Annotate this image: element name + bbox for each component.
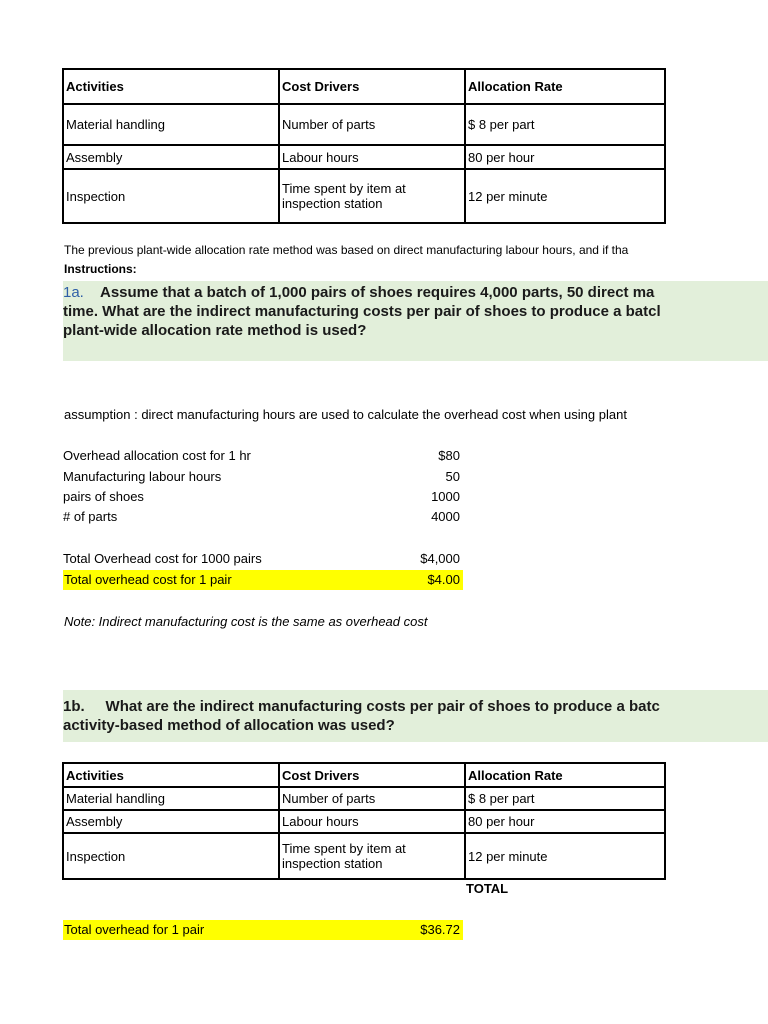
activity-table-bottom xyxy=(62,762,666,880)
calc-value: 1000 xyxy=(431,489,460,504)
table-cell: Time spent by item at inspection station xyxy=(279,169,465,223)
calc-value: $80 xyxy=(438,448,460,463)
table-cell: Number of parts xyxy=(279,787,465,810)
table-row xyxy=(63,810,665,833)
calc-total-value: $4,000 xyxy=(420,551,460,566)
table-row xyxy=(63,787,665,810)
result-1b-value: $36.72 xyxy=(420,922,460,937)
question-1b-number: 1b. xyxy=(63,698,85,715)
instructions-label: Instructions: xyxy=(64,262,137,276)
per-pair-highlight-row xyxy=(63,570,463,590)
table-cell: 80 per hour xyxy=(465,810,665,833)
calc-total-row xyxy=(63,549,463,569)
table-row xyxy=(63,169,665,223)
calc-value: 50 xyxy=(445,469,460,484)
calc-row xyxy=(63,467,463,487)
question-1a-number: 1a. xyxy=(63,284,84,301)
activity-table-top xyxy=(62,68,666,224)
per-pair-label: Total overhead cost for 1 pair xyxy=(64,572,232,587)
calc-label: Manufacturing labour hours xyxy=(63,469,222,484)
table-cell: Labour hours xyxy=(279,810,465,833)
assumption-text: assumption : direct manufacturing hours are used to calculate the overhead cost when using plant xyxy=(64,407,627,422)
table-cell: Material handling xyxy=(63,104,279,145)
table-cell: Time spent by item at inspection station xyxy=(279,833,465,879)
question-1b-box xyxy=(63,690,768,742)
per-pair-value: $4.00 xyxy=(427,572,460,587)
table-cell: Inspection xyxy=(63,833,279,879)
table-header-cost-drivers: Cost Drivers xyxy=(279,763,465,787)
table-total-label: TOTAL xyxy=(466,881,509,896)
question-1b-text: What are the indirect manufacturing costs per pair of shoes to produce a batc activity-based method of allocation was used? xyxy=(63,698,660,734)
result-1b-label: Total overhead for 1 pair xyxy=(64,922,205,937)
table-cell: Inspection xyxy=(63,169,279,223)
table-row xyxy=(63,833,665,879)
calc-label: Overhead allocation cost for 1 hr xyxy=(63,448,251,463)
table-header-activities: Activities xyxy=(63,69,279,104)
calc-value: 4000 xyxy=(431,509,460,524)
table-cell: Assembly xyxy=(63,145,279,169)
table-cell: Material handling xyxy=(63,787,279,810)
table-header-activities: Activities xyxy=(63,763,279,787)
table-row xyxy=(63,145,665,169)
table-header-allocation-rate: Allocation Rate xyxy=(465,69,665,104)
table-cell: 12 per minute xyxy=(465,833,665,879)
calc-row xyxy=(63,487,463,507)
calc-label: # of parts xyxy=(63,509,118,524)
table-header-allocation-rate: Allocation Rate xyxy=(465,763,665,787)
table-header-cost-drivers: Cost Drivers xyxy=(279,69,465,104)
table-cell: Assembly xyxy=(63,810,279,833)
table-cell: $ 8 per part xyxy=(465,104,665,145)
calc-row xyxy=(63,507,463,527)
calc-row xyxy=(63,446,463,466)
note-text: Note: Indirect manufacturing cost is the same as overhead cost xyxy=(64,614,428,629)
table-cell: 12 per minute xyxy=(465,169,665,223)
table-cell: $ 8 per part xyxy=(465,787,665,810)
table-row xyxy=(63,104,665,145)
intro-paragraph: The previous plant-wide allocation rate method was based on direct manufacturing labour hours, and if tha xyxy=(64,243,629,257)
table-cell: 80 per hour xyxy=(465,145,665,169)
question-1a-box xyxy=(63,281,768,361)
table-cell: Labour hours xyxy=(279,145,465,169)
calc-label: pairs of shoes xyxy=(63,489,144,504)
table-cell: Number of parts xyxy=(279,104,465,145)
question-1a-text: Assume that a batch of 1,000 pairs of shoes requires 4,000 parts, 50 direct ma time. What are the indirect manufacturing costs per pair of shoes to produce a batcl plant-wide allocation rate method is used? xyxy=(63,284,661,339)
result-1b-highlight-row xyxy=(63,920,463,940)
calc-total-label: Total Overhead cost for 1000 pairs xyxy=(63,551,262,566)
